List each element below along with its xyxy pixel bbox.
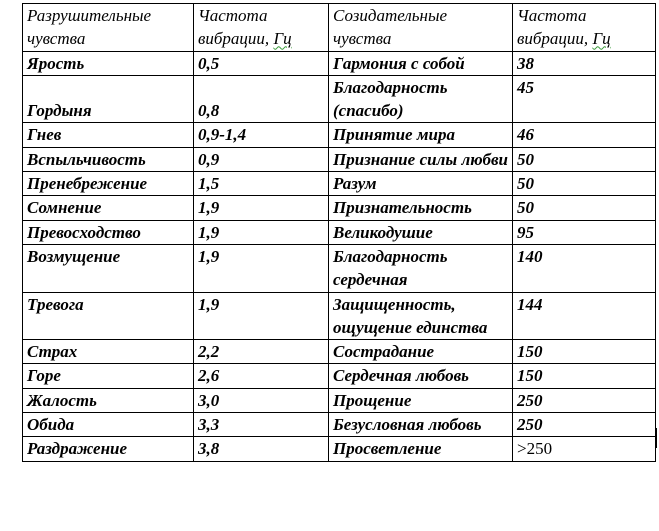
frequency-table-wrapper bbox=[22, 3, 655, 462]
positive-frequency: 45 bbox=[513, 75, 656, 123]
positive-frequency: 250 bbox=[513, 413, 656, 437]
positive-frequency: 38 bbox=[513, 51, 656, 75]
header-frequency-right-unit: Гц bbox=[592, 29, 611, 49]
negative-feeling: Жалость bbox=[23, 388, 194, 412]
positive-feeling: Признательность bbox=[329, 196, 513, 220]
negative-feeling: Гнев bbox=[23, 123, 194, 147]
table-row bbox=[23, 413, 656, 437]
table-row bbox=[23, 196, 656, 220]
header-frequency-left-text: Частота вибрации, bbox=[198, 6, 270, 49]
positive-frequency: 46 bbox=[513, 123, 656, 147]
negative-frequency: 1,5 bbox=[194, 172, 329, 196]
table-row bbox=[23, 220, 656, 244]
negative-feeling: Тревога bbox=[23, 292, 194, 340]
positive-feeling: Разум bbox=[329, 172, 513, 196]
table-row bbox=[23, 437, 656, 461]
negative-feeling: Горе bbox=[23, 364, 194, 388]
negative-frequency: 3,0 bbox=[194, 388, 329, 412]
header-creative-feelings: Созидательные чувства bbox=[329, 4, 513, 52]
negative-feeling: Гордыня bbox=[23, 75, 194, 123]
negative-frequency: 0,8 bbox=[194, 75, 329, 123]
negative-frequency: 1,9 bbox=[194, 220, 329, 244]
header-frequency-left-unit: Гц bbox=[273, 29, 292, 49]
negative-frequency: 2,6 bbox=[194, 364, 329, 388]
negative-frequency: 1,9 bbox=[194, 244, 329, 292]
positive-frequency: 144 bbox=[513, 292, 656, 340]
positive-frequency: 50 bbox=[513, 172, 656, 196]
positive-feeling: Принятие мира bbox=[329, 123, 513, 147]
emotion-frequency-table bbox=[22, 3, 656, 462]
table-row bbox=[23, 388, 656, 412]
positive-frequency: 250 bbox=[513, 388, 656, 412]
positive-feeling: Безусловная любовь bbox=[329, 413, 513, 437]
negative-frequency: 3,8 bbox=[194, 437, 329, 461]
positive-frequency: 50 bbox=[513, 196, 656, 220]
negative-feeling: Страх bbox=[23, 340, 194, 364]
table-row bbox=[23, 75, 656, 123]
positive-frequency: 140 bbox=[513, 244, 656, 292]
table-row bbox=[23, 147, 656, 171]
positive-feeling: Просветление bbox=[329, 437, 513, 461]
positive-frequency: 150 bbox=[513, 340, 656, 364]
positive-feeling: Благодарность (спасибо) bbox=[329, 75, 513, 123]
table-row bbox=[23, 51, 656, 75]
positive-feeling: Защищенность, ощущение единства bbox=[329, 292, 513, 340]
positive-frequency: 50 bbox=[513, 147, 656, 171]
table-row bbox=[23, 340, 656, 364]
table-header-row bbox=[23, 4, 656, 52]
negative-frequency: 1,9 bbox=[194, 292, 329, 340]
negative-frequency: 1,9 bbox=[194, 196, 329, 220]
positive-feeling: Благодарность сердечная bbox=[329, 244, 513, 292]
positive-feeling: Сострадание bbox=[329, 340, 513, 364]
header-frequency-left bbox=[194, 4, 329, 52]
table-row bbox=[23, 172, 656, 196]
positive-frequency: 150 bbox=[513, 364, 656, 388]
text-cursor bbox=[655, 428, 657, 448]
negative-feeling: Обида bbox=[23, 413, 194, 437]
positive-feeling: Сердечная любовь bbox=[329, 364, 513, 388]
header-frequency-right-text: Частота вибрации, bbox=[517, 6, 589, 49]
negative-feeling: Раздражение bbox=[23, 437, 194, 461]
negative-feeling: Вспыльчивость bbox=[23, 147, 194, 171]
table-row bbox=[23, 364, 656, 388]
negative-frequency: 0,9 bbox=[194, 147, 329, 171]
negative-feeling: Пренебрежение bbox=[23, 172, 194, 196]
positive-feeling: Великодушие bbox=[329, 220, 513, 244]
negative-feeling: Ярость bbox=[23, 51, 194, 75]
positive-feeling: Гармония с собой bbox=[329, 51, 513, 75]
negative-frequency: 0,5 bbox=[194, 51, 329, 75]
negative-frequency: 3,3 bbox=[194, 413, 329, 437]
negative-feeling: Превосходство bbox=[23, 220, 194, 244]
negative-feeling: Возмущение bbox=[23, 244, 194, 292]
positive-frequency: >250 bbox=[513, 437, 656, 461]
table-row bbox=[23, 244, 656, 292]
negative-frequency: 0,9-1,4 bbox=[194, 123, 329, 147]
positive-feeling: Прощение bbox=[329, 388, 513, 412]
positive-frequency: 95 bbox=[513, 220, 656, 244]
positive-feeling: Признание силы любви bbox=[329, 147, 513, 171]
table-row bbox=[23, 292, 656, 340]
negative-frequency: 2,2 bbox=[194, 340, 329, 364]
negative-feeling: Сомнение bbox=[23, 196, 194, 220]
header-destructive-feelings: Разрушительные чувства bbox=[23, 4, 194, 52]
header-frequency-right bbox=[513, 4, 656, 52]
table-row bbox=[23, 123, 656, 147]
